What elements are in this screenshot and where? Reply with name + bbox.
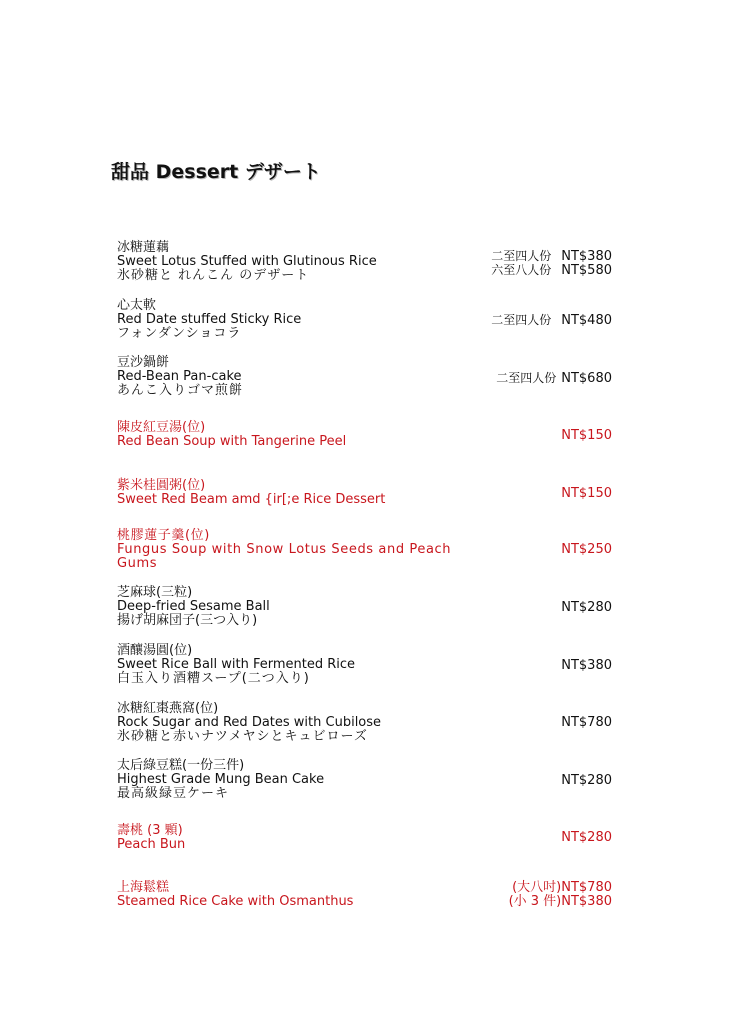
item-name-en: Peach Bun: [117, 837, 186, 852]
item-names: [117, 241, 477, 283]
item-names: [117, 421, 477, 449]
item-name-zh: 太后綠豆糕(一份三件): [117, 758, 245, 773]
item-price: NT$480: [561, 313, 612, 328]
item-price: NT$250: [561, 542, 612, 557]
item-price: NT$280: [561, 773, 612, 788]
item-names: [117, 299, 477, 341]
item-name-zh: 桃膠蓮子羹(位): [117, 528, 210, 543]
item-portion: 二至四人份: [496, 371, 557, 385]
item-names: [117, 881, 477, 909]
item-price: NT$280: [561, 830, 612, 845]
item-prices: [561, 543, 612, 557]
item-price: (小 3 件)NT$380: [508, 894, 612, 909]
item-name-en: Red Bean Soup with Tangerine Peel: [117, 434, 347, 449]
item-name-en: Highest Grade Mung Bean Cake: [117, 772, 325, 787]
item-name-zh: 芝麻球(三粒): [117, 585, 193, 600]
item-names: [117, 479, 477, 507]
item-prices: [561, 716, 612, 730]
item-name-ja: 白玉入り酒糟スープ(二つ入り): [117, 671, 310, 686]
item-names: [117, 644, 477, 686]
item-name-zh: 冰糖紅棗燕窩(位): [117, 701, 219, 716]
item-price: NT$280: [561, 600, 612, 615]
item-prices: [491, 249, 612, 277]
item-prices: [496, 371, 612, 385]
item-prices: [561, 429, 612, 443]
item-names: [117, 759, 477, 801]
item-name-zh: 上海鬆糕: [117, 880, 170, 895]
item-names: [117, 586, 477, 628]
item-name-ja: 氷砂糖と れんこん のデザート: [117, 268, 310, 283]
item-name-en: Red-Bean Pan-cake: [117, 369, 242, 384]
item-name-zh: 心太軟: [117, 298, 157, 313]
item-portion: 二至四人份: [491, 313, 552, 327]
item-name-ja: 最高級緑豆ケーキ: [117, 786, 230, 801]
item-name-en: Sweet Lotus Stuffed with Glutinous Rice: [117, 254, 377, 269]
item-name-en: Steamed Rice Cake with Osmanthus: [117, 894, 354, 909]
item-price: NT$150: [561, 486, 612, 501]
item-prices: [509, 881, 612, 909]
item-name-zh: 壽桃 (3 顆): [117, 823, 183, 838]
item-name-ja: 揚げ胡麻団子(三つ入り): [117, 613, 258, 628]
item-name-en: Sweet Rice Ball with Fermented Rice: [117, 657, 356, 672]
item-price: NT$780: [561, 715, 612, 730]
item-price: NT$380: [561, 249, 612, 264]
item-prices: [561, 831, 612, 845]
item-name-en: Sweet Red Beam amd {ir[;e Rice Dessert: [117, 492, 386, 507]
item-price: NT$580: [561, 263, 612, 278]
item-prices: [491, 313, 612, 327]
item-name-zh: 陳皮紅豆湯(位): [117, 420, 206, 435]
item-portion: 六至八人份: [491, 263, 552, 277]
item-price: NT$680: [561, 371, 612, 386]
item-name-ja: フォンダンショコラ: [117, 326, 242, 341]
item-names: [117, 702, 477, 744]
item-names: [117, 529, 467, 571]
item-portion: 二至四人份: [491, 249, 552, 263]
item-price: (大八吋)NT$780: [512, 880, 612, 895]
item-prices: [561, 601, 612, 615]
item-name-zh: 紫米桂圓粥(位): [117, 478, 206, 493]
item-name-zh: 豆沙鍋餅: [117, 355, 170, 370]
item-name-en: Deep-fried Sesame Ball: [117, 599, 270, 614]
item-name-en: Red Date stuffed Sticky Rice: [117, 312, 302, 327]
item-name-en: Rock Sugar and Red Dates with Cubilose: [117, 715, 382, 730]
item-prices: [561, 659, 612, 673]
item-names: [117, 824, 477, 852]
item-names: [117, 356, 477, 398]
item-name-zh: 冰糖蓮藕: [117, 240, 170, 255]
item-name-en: Fungus Soup with Snow Lotus Seeds and Peach Gums: [117, 542, 452, 571]
item-name-zh: 酒釀湯圓(位): [117, 643, 193, 658]
page-title: 甜品 Dessert デザート: [111, 161, 321, 183]
item-name-ja: あんこ入りゴマ煎餅: [117, 383, 244, 398]
item-price: NT$380: [561, 658, 612, 673]
item-prices: [561, 487, 612, 501]
item-prices: [561, 774, 612, 788]
item-name-ja: 氷砂糖と赤いナツメヤシとキュビローズ: [117, 729, 368, 744]
item-price: NT$150: [561, 428, 612, 443]
